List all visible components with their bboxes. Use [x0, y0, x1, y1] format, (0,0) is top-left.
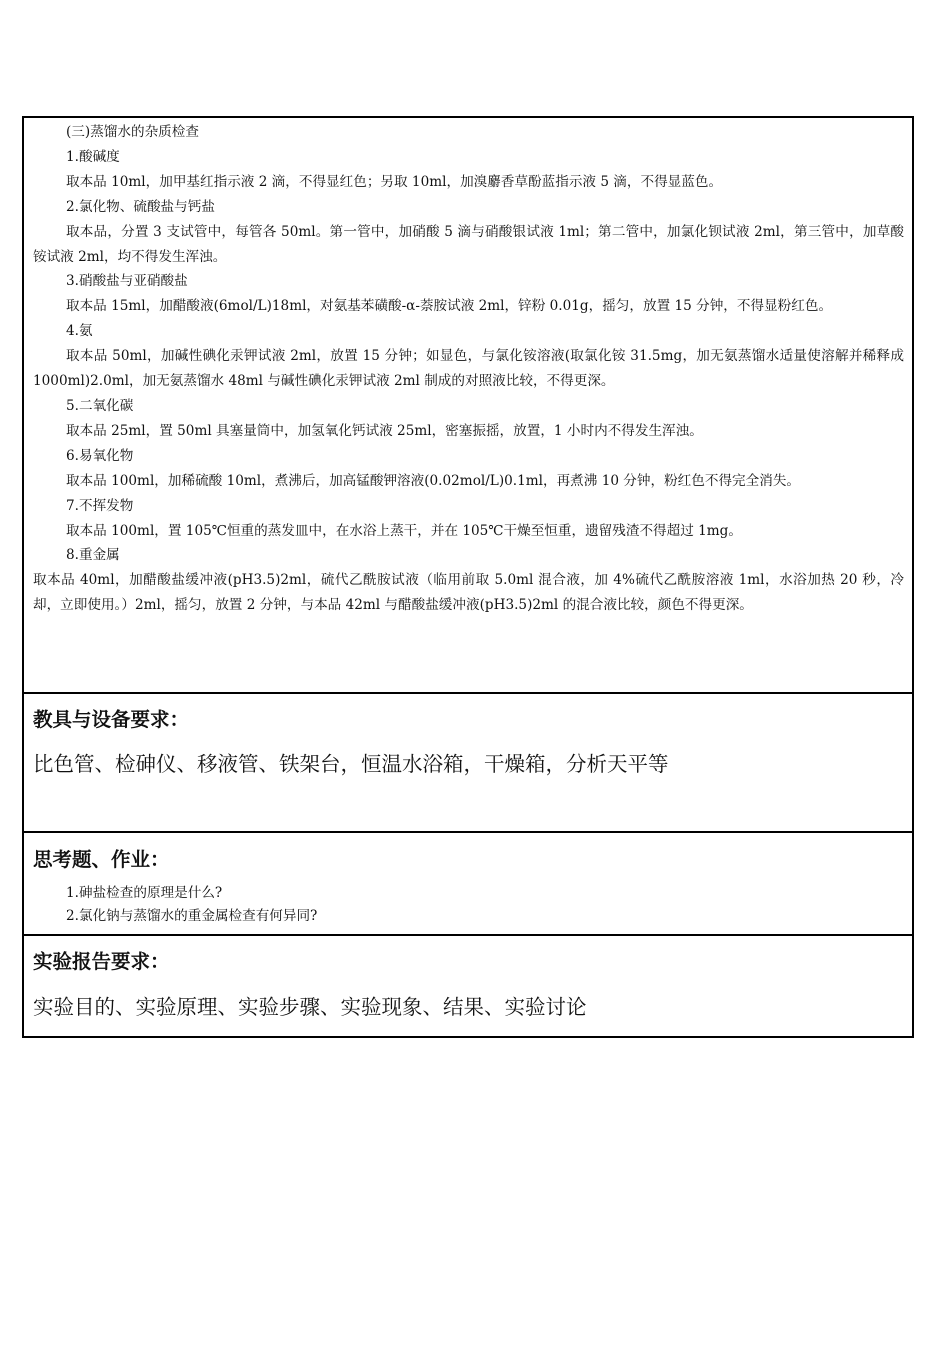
document-table — [22, 116, 914, 1038]
report-text: 实验目的、实验原理、实验步骤、实验现象、结果、实验讨论 — [33, 995, 587, 1019]
item-title: 6.易氧化物 — [66, 447, 134, 464]
question-item: 1.砷盐检查的原理是什么? — [66, 885, 223, 901]
item-title: 2.氯化物、硫酸盐与钙盐 — [66, 198, 215, 215]
item-title: 1.酸碱度 — [66, 148, 120, 165]
item-title: 8.重金属 — [66, 547, 120, 564]
item-title: 7.不挥发物 — [66, 497, 134, 514]
item-text: 取本品 40ml，加醋酸盐缓冲液(pH3.5)2ml，硫代乙酰胺试液（临用前取 5.0ml 混合液，加 4%硫代乙酰胺溶液 1ml，水浴加热 20 秒，冷却，立即使用。）2ml，摇匀，放置 2 分钟，与本品 42ml 与醋酸盐缓冲液(pH3.5)2ml 的混合液比较，颜色不得更深。 — [33, 572, 904, 614]
item-text: 取本品 50ml，加碱性碘化汞钾试液 2ml，放置 15 分钟；如显色，与氯化铵溶液(取氯化铵 31.5mg，加无氨蒸馏水适量使溶解并稀释成 1000ml)2.0ml，加无氨蒸馏水 48ml 与碱性碘化汞钾试液 2ml 制成的对照液比较，不得更深。 — [33, 348, 904, 390]
item-title: 3.硝酸盐与亚硝酸盐 — [66, 273, 188, 290]
procedure-title: (三)蒸馏水的杂质检查 — [66, 124, 199, 140]
equipment-text: 比色管、检砷仪、移液管、铁架台，恒温水浴箱，干燥箱，分析天平等 — [33, 752, 669, 776]
question-item: 2.氯化钠与蒸馏水的重金属检查有何异同? — [66, 908, 318, 924]
questions-section — [24, 833, 912, 936]
equipment-heading: 教具与设备要求： — [33, 708, 190, 731]
item-text: 取本品 100ml，置 105℃恒重的蒸发皿中，在水浴上蒸干，并在 105℃干燥至恒重，遗留残渣不得超过 1mg。 — [66, 522, 742, 539]
item-text: 取本品，分置 3 支试管中，每管各 50ml。第一管中，加硝酸 5 滴与硝酸银试液 1ml；第二管中，加氯化钡试液 2ml，第三管中，加草酸铵试液 2ml，均不得发生浑浊。 — [33, 223, 904, 265]
item-text: 取本品 10ml，加甲基红指示液 2 滴，不得显红色；另取 10ml，加溴麝香草酚蓝指示液 5 滴，不得显蓝色。 — [66, 173, 723, 190]
procedure-section — [24, 118, 912, 694]
item-title: 4.氨 — [66, 323, 93, 340]
item-title: 5.二氧化碳 — [66, 397, 134, 414]
item-text: 取本品 15ml，加醋酸液(6mol/L)18ml，对氨基苯磺酸-α-萘胺试液 2ml，锌粉 0.01g，摇匀，放置 15 分钟，不得显粉红色。 — [66, 298, 833, 315]
item-text: 取本品 100ml，加稀硫酸 10ml，煮沸后，加高锰酸钾溶液(0.02mol/L)0.1ml，再煮沸 10 分钟，粉红色不得完全消失。 — [66, 472, 801, 489]
report-heading: 实验报告要求： — [33, 950, 170, 973]
equipment-section — [24, 694, 912, 833]
item-text: 取本品 25ml，置 50ml 具塞量筒中，加氢氧化钙试液 25ml，密塞振摇，放置，1 小时内不得发生浑浊。 — [66, 422, 703, 439]
questions-heading: 思考题、作业： — [33, 848, 170, 871]
report-section — [24, 936, 912, 1036]
